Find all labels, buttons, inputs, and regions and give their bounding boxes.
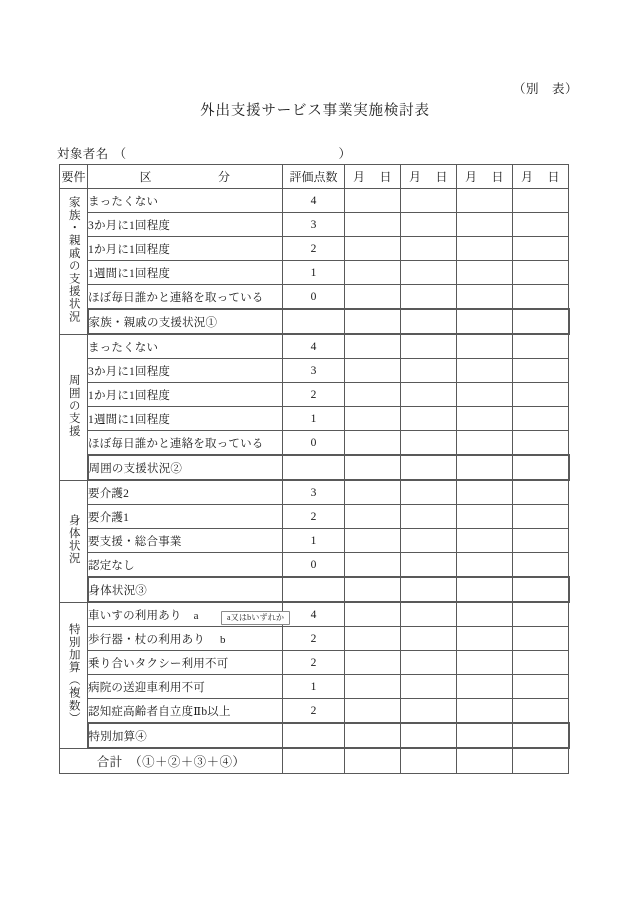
entry-date-cell-1[interactable] (345, 699, 401, 724)
division-cell (88, 675, 283, 699)
entry-date-cell-2[interactable] (401, 505, 457, 529)
entry-date-cell-1[interactable] (345, 431, 401, 456)
option-marker-a: a (193, 609, 199, 622)
entry-date-cell-4[interactable] (513, 529, 569, 553)
entry-date-cell-4[interactable] (513, 213, 569, 237)
requirement-label-text-2: 周囲の支援 (67, 373, 80, 438)
total-date-cell-4[interactable] (513, 748, 569, 774)
entry-date-cell-4[interactable] (513, 675, 569, 699)
summary-date-cell-1[interactable] (345, 577, 401, 602)
entry-date-cell-1[interactable] (345, 359, 401, 383)
subject-paren-open: （ (113, 147, 127, 161)
entry-date-cell-4[interactable] (513, 359, 569, 383)
points-cell: 2 (283, 505, 345, 529)
header-date-month-4: 月 (520, 170, 534, 184)
entry-date-cell-1[interactable] (345, 237, 401, 261)
entry-date-cell-3[interactable] (457, 529, 513, 553)
division-cell (88, 529, 283, 553)
entry-date-cell-4[interactable] (513, 699, 569, 724)
header-date-column-3 (457, 165, 513, 189)
entry-date-cell-4[interactable] (513, 383, 569, 407)
table-row (60, 675, 569, 699)
division-label: 歩行器・杖の利用あり (88, 633, 205, 646)
entry-date-cell-3[interactable] (457, 675, 513, 699)
division-cell (88, 553, 283, 578)
table-header-row (60, 165, 569, 189)
entry-date-cell-3[interactable] (457, 334, 513, 359)
table-row (60, 189, 569, 213)
division-cell (88, 383, 283, 407)
division-cell (88, 699, 283, 724)
entry-date-cell-2[interactable] (401, 699, 457, 724)
header-date-day-3: 日 (491, 170, 505, 184)
table-row (60, 407, 569, 431)
summary-date-cell-2[interactable] (401, 309, 457, 334)
points-cell: 4 (283, 189, 345, 213)
summary-date-cell-4[interactable] (513, 723, 569, 748)
summary-date-cell-1[interactable] (345, 455, 401, 480)
table-row (60, 651, 569, 675)
points-cell: 1 (283, 261, 345, 285)
summary-date-cell-3[interactable] (457, 577, 513, 602)
entry-date-cell-3[interactable] (457, 553, 513, 578)
points-cell: 2 (283, 627, 345, 651)
summary-date-cell-4[interactable] (513, 309, 569, 334)
division-cell (88, 407, 283, 431)
division-label: 3か月に1回程度 (88, 365, 171, 378)
form-tag (513, 79, 578, 97)
points-cell: 3 (283, 213, 345, 237)
entry-date-cell-2[interactable] (401, 383, 457, 407)
header-requirement: 要件 (60, 165, 88, 189)
table-row (60, 699, 569, 724)
entry-date-cell-1[interactable] (345, 505, 401, 529)
entry-date-cell-1[interactable] (345, 553, 401, 578)
entry-date-cell-2[interactable] (401, 627, 457, 651)
division-label: 1か月に1回程度 (88, 389, 171, 402)
table-row (60, 529, 569, 553)
table-row (60, 602, 569, 627)
header-division-left: 区 (139, 170, 152, 184)
entry-date-cell-4[interactable] (513, 189, 569, 213)
entry-date-cell-2[interactable] (401, 261, 457, 285)
section-summary-row (60, 455, 569, 480)
summary-points-cell[interactable] (283, 309, 345, 334)
table-row (60, 261, 569, 285)
entry-date-cell-1[interactable] (345, 675, 401, 699)
summary-date-cell-3[interactable] (457, 455, 513, 480)
division-label: 3か月に1回程度 (88, 219, 171, 232)
header-date-month-3: 月 (464, 170, 478, 184)
header-date-column-1 (345, 165, 401, 189)
summary-date-cell-3[interactable] (457, 723, 513, 748)
entry-date-cell-2[interactable] (401, 480, 457, 505)
requirement-label-text-3: 身体状況 (67, 514, 80, 565)
points-cell: 0 (283, 285, 345, 310)
division-label: 認知症高齢者自立度Ⅱb以上 (88, 705, 231, 718)
entry-date-cell-1[interactable] (345, 334, 401, 359)
division-label: 認定なし (88, 559, 135, 572)
summary-date-cell-1[interactable] (345, 309, 401, 334)
division-cell (88, 651, 283, 675)
entry-date-cell-2[interactable] (401, 675, 457, 699)
points-cell: 3 (283, 480, 345, 505)
division-cell (88, 627, 283, 651)
division-label: 乗り合いタクシー利用不可 (88, 657, 229, 670)
division-label: ほぼ毎日誰かと連絡を取っている (88, 437, 264, 450)
division-cell (88, 480, 283, 505)
requirement-label-text-1: 家族・親戚の支援状況 (67, 196, 80, 324)
table-row (60, 237, 569, 261)
total-row (60, 748, 569, 774)
entry-date-cell-3[interactable] (457, 602, 513, 627)
summary-points-cell[interactable] (283, 455, 345, 480)
subject-name-label: 対象者名 (57, 147, 109, 161)
division-label: 病院の送迎車利用不可 (88, 681, 205, 694)
points-cell: 2 (283, 651, 345, 675)
division-cell (88, 359, 283, 383)
points-cell: 2 (283, 699, 345, 724)
summary-date-cell-2[interactable] (401, 723, 457, 748)
subject-name-line (57, 144, 562, 162)
summary-label-cell: 家族・親戚の支援状況① (88, 309, 283, 334)
points-cell: 1 (283, 675, 345, 699)
table-row (60, 285, 569, 310)
total-date-cell-2[interactable] (401, 748, 457, 774)
entry-date-cell-2[interactable] (401, 602, 457, 627)
entry-date-cell-3[interactable] (457, 359, 513, 383)
points-cell: 2 (283, 383, 345, 407)
entry-date-cell-1[interactable] (345, 651, 401, 675)
entry-date-cell-4[interactable] (513, 602, 569, 627)
header-division (88, 165, 283, 189)
summary-date-cell-2[interactable] (401, 455, 457, 480)
entry-date-cell-2[interactable] (401, 359, 457, 383)
entry-date-cell-3[interactable] (457, 431, 513, 456)
requirement-label-text-4: 特別加算（複数） (67, 622, 80, 725)
division-cell (88, 285, 283, 310)
requirement-label-4 (60, 602, 88, 748)
division-cell (88, 237, 283, 261)
entry-date-cell-3[interactable] (457, 480, 513, 505)
division-label: 要介護1 (88, 511, 130, 524)
division-cell (88, 261, 283, 285)
division-cell (88, 505, 283, 529)
entry-date-cell-4[interactable] (513, 480, 569, 505)
entry-date-cell-3[interactable] (457, 237, 513, 261)
entry-date-cell-1[interactable] (345, 602, 401, 627)
assessment-table (59, 164, 570, 774)
section-summary-row (60, 577, 569, 602)
summary-points-cell[interactable] (283, 723, 345, 748)
header-date-column-2 (401, 165, 457, 189)
table-row (60, 553, 569, 578)
entry-date-cell-2[interactable] (401, 407, 457, 431)
division-cell (88, 189, 283, 213)
entry-date-cell-1[interactable] (345, 285, 401, 310)
option-annotation-callout: a又はbいずれか (221, 611, 290, 625)
summary-label-cell: 特別加算④ (88, 723, 283, 748)
summary-points-cell[interactable] (283, 577, 345, 602)
form-tag-text: （別 表） (512, 82, 578, 96)
division-label: 要支援・総合事業 (88, 535, 182, 548)
table-row (60, 480, 569, 505)
points-cell: 4 (283, 602, 345, 627)
entry-date-cell-3[interactable] (457, 505, 513, 529)
entry-date-cell-2[interactable] (401, 237, 457, 261)
entry-date-cell-4[interactable] (513, 407, 569, 431)
points-cell: 1 (283, 407, 345, 431)
division-label: 1週間に1回程度 (88, 267, 171, 280)
header-date-month-2: 月 (408, 170, 422, 184)
subject-paren-close: ） (338, 147, 352, 161)
header-points: 評価点数 (283, 165, 345, 189)
points-cell: 3 (283, 359, 345, 383)
division-label: まったくない (88, 195, 159, 208)
header-division-right: 分 (218, 170, 231, 184)
entry-date-cell-2[interactable] (401, 529, 457, 553)
entry-date-cell-3[interactable] (457, 285, 513, 310)
total-points-cell[interactable] (283, 748, 345, 774)
division-cell (88, 334, 283, 359)
header-date-column-4 (513, 165, 569, 189)
header-date-month-1: 月 (352, 170, 366, 184)
entry-date-cell-2[interactable] (401, 334, 457, 359)
entry-date-cell-1[interactable] (345, 189, 401, 213)
entry-date-cell-2[interactable] (401, 553, 457, 578)
header-date-day-2: 日 (435, 170, 449, 184)
table-row (60, 213, 569, 237)
division-label: まったくない (88, 341, 159, 354)
section-summary-row (60, 723, 569, 748)
entry-date-cell-4[interactable] (513, 553, 569, 578)
total-date-cell-1[interactable] (345, 748, 401, 774)
requirement-label-2 (60, 334, 88, 480)
entry-date-cell-1[interactable] (345, 480, 401, 505)
table-row (60, 431, 569, 456)
entry-date-cell-4[interactable] (513, 334, 569, 359)
total-label-cell: 合計 （①＋②＋③＋④） (60, 748, 283, 774)
summary-date-cell-2[interactable] (401, 577, 457, 602)
entry-date-cell-3[interactable] (457, 383, 513, 407)
entry-date-cell-2[interactable] (401, 431, 457, 456)
entry-date-cell-1[interactable] (345, 407, 401, 431)
entry-date-cell-1[interactable] (345, 627, 401, 651)
entry-date-cell-2[interactable] (401, 651, 457, 675)
requirement-label-1 (60, 189, 88, 335)
points-cell: 2 (283, 237, 345, 261)
entry-date-cell-3[interactable] (457, 213, 513, 237)
points-cell: 0 (283, 431, 345, 456)
points-cell: 1 (283, 529, 345, 553)
summary-label-cell: 周囲の支援状況② (88, 455, 283, 480)
entry-date-cell-1[interactable] (345, 213, 401, 237)
entry-date-cell-4[interactable] (513, 505, 569, 529)
division-label: 車いすの利用あり (88, 609, 182, 622)
table-row (60, 359, 569, 383)
entry-date-cell-3[interactable] (457, 651, 513, 675)
table-row (60, 505, 569, 529)
entry-date-cell-1[interactable] (345, 529, 401, 553)
entry-date-cell-1[interactable] (345, 383, 401, 407)
entry-date-cell-3[interactable] (457, 261, 513, 285)
entry-date-cell-3[interactable] (457, 627, 513, 651)
entry-date-cell-4[interactable] (513, 627, 569, 651)
division-cell (88, 213, 283, 237)
division-label: 1週間に1回程度 (88, 413, 171, 426)
division-cell (88, 431, 283, 456)
page-title: 外出支援サービス事業実施検討表 (200, 103, 430, 119)
requirement-label-3 (60, 480, 88, 602)
entry-date-cell-2[interactable] (401, 213, 457, 237)
table-row (60, 383, 569, 407)
entry-date-cell-4[interactable] (513, 651, 569, 675)
division-label: ほぼ毎日誰かと連絡を取っている (88, 291, 264, 304)
points-cell: 4 (283, 334, 345, 359)
entry-date-cell-4[interactable] (513, 261, 569, 285)
entry-date-cell-4[interactable] (513, 237, 569, 261)
entry-date-cell-2[interactable] (401, 189, 457, 213)
entry-date-cell-1[interactable] (345, 261, 401, 285)
section-summary-row (60, 309, 569, 334)
summary-date-cell-1[interactable] (345, 723, 401, 748)
entry-date-cell-4[interactable] (513, 431, 569, 456)
entry-date-cell-3[interactable] (457, 189, 513, 213)
summary-date-cell-4[interactable] (513, 455, 569, 480)
table-row (60, 627, 569, 651)
division-cell (88, 602, 283, 627)
summary-date-cell-3[interactable] (457, 309, 513, 334)
division-label: 要介護2 (88, 487, 130, 500)
total-date-cell-3[interactable] (457, 748, 513, 774)
entry-date-cell-4[interactable] (513, 285, 569, 310)
entry-date-cell-3[interactable] (457, 699, 513, 724)
table-row (60, 334, 569, 359)
division-label: 1か月に1回程度 (88, 243, 171, 256)
summary-date-cell-4[interactable] (513, 577, 569, 602)
option-marker-b: b (220, 633, 226, 646)
header-date-day-4: 日 (547, 170, 561, 184)
entry-date-cell-3[interactable] (457, 407, 513, 431)
points-cell: 0 (283, 553, 345, 578)
entry-date-cell-2[interactable] (401, 285, 457, 310)
summary-label-cell: 身体状況③ (88, 577, 283, 602)
header-date-day-1: 日 (379, 170, 393, 184)
